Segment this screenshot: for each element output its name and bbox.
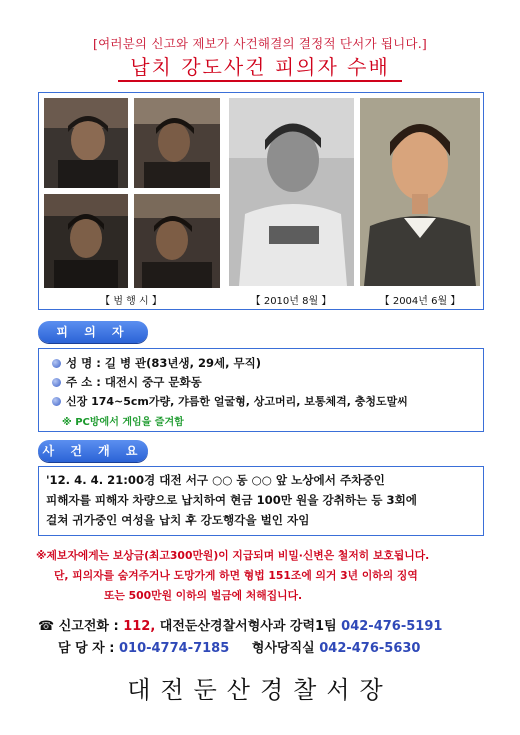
- harboring-warning-1: 단, 피의자를 숨겨주거나 도망가게 하면 형법 151조에 의거 3년 이하의 징역: [54, 569, 418, 582]
- suspect-section-label: 피 의 자: [38, 321, 148, 343]
- poster-headline: 납치 강도사건 피의자 수배: [130, 55, 390, 79]
- suspect-description: 신장 174~5cm가량, 갸름한 얼굴형, 상고머리, 보통체격, 충청도말씨: [52, 393, 408, 409]
- bullet-icon: [52, 359, 61, 368]
- harboring-warning-2: 또는 500만원 이하의 벌금에 처해집니다.: [104, 589, 303, 602]
- report-contact: ☎ 신고전화 : 112, 대전둔산경찰서형사과 강력1팀 042-476-5191: [38, 619, 443, 634]
- cctv-still-4: [134, 194, 220, 288]
- suspect-photo-2010: [229, 98, 354, 286]
- police-station-name: 대전둔산경찰서장: [127, 676, 393, 704]
- caption-2004: 【 2004년 6월 】: [379, 296, 461, 307]
- reward-notice: ※제보자에게는 보상금(최고300만원)이 지급되며 비밀·신변은 철저히 보호됩니다.: [36, 549, 430, 562]
- suspect-note: ※ PC방에서 게임을 즐겨함: [62, 417, 184, 428]
- case-line-3: 걸쳐 귀가중인 여성을 납치 후 강도행각을 벌인 자임: [46, 513, 310, 527]
- case-line-2: 피해자를 피해자 차량으로 납치하여 현금 100만 원을 강취하는 등 3회에: [46, 493, 417, 507]
- case-section-label: 사 건 개 요: [38, 440, 148, 462]
- cctv-still-3: [44, 194, 128, 288]
- suspect-address: 주 소 : 대전시 중구 문화동: [52, 374, 202, 390]
- bullet-icon: [52, 397, 61, 406]
- officer-contact: 담 당 자 : 010-4774-7185 형사당직실 042-476-5630: [58, 641, 421, 656]
- poster-tagline: [여러분의 신고와 제보가 사건해결의 결정적 단서가 됩니다.]: [93, 36, 427, 51]
- case-line-1: '12. 4. 4. 21:00경 대전 서구 ○○ 동 ○○ 앞 노상에서 주차중인: [46, 473, 385, 487]
- caption-crime-time: 【 범 행 시 】: [100, 296, 162, 307]
- cctv-still-1: [44, 98, 128, 188]
- caption-2010: 【 2010년 8월 】: [250, 296, 332, 307]
- bullet-icon: [52, 378, 61, 387]
- suspect-photo-2004: [360, 98, 480, 286]
- headline-underline: [118, 80, 402, 82]
- suspect-name: 성 명 : 길 병 관(83년생, 29세, 무직): [52, 355, 261, 371]
- cctv-still-2: [134, 98, 220, 188]
